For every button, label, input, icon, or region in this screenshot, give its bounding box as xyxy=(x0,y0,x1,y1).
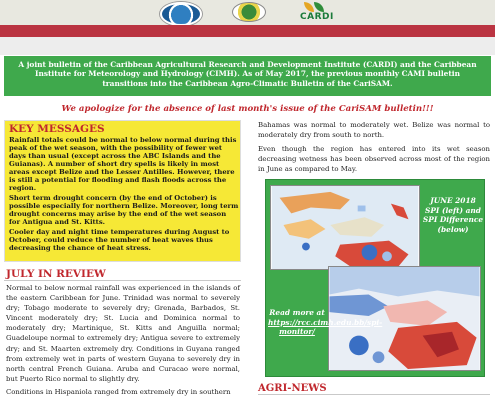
section-divider xyxy=(258,394,490,395)
key-message: Short term drought concern (by the end of October) is possible especially for northern Belize. Moreover, long term drought concerns may arise by the end of the wet season for Antigua and St. Kitts. xyxy=(9,193,239,226)
spi-caption: JUNE 2018 SPI (left) and SPI Difference (below) xyxy=(422,196,484,234)
key-messages-box xyxy=(4,120,241,262)
key-message: Cooler day and night time temperatures during August to October, could reduce the number of heat waves thus decreasing the chance of heat stress. xyxy=(9,227,230,252)
cardi-logo-icon xyxy=(300,2,334,24)
review-paragraph: Conditions in Hispaniola ranged from extremely dry in southern xyxy=(6,387,231,396)
spi-monitor-link[interactable]: https://rcc.cimh.edu.bb/spi-monitor/ xyxy=(268,317,383,336)
agri-news-title: AGRI-NEWS xyxy=(258,383,327,394)
read-more-caption xyxy=(268,308,383,337)
spi-map xyxy=(270,185,420,270)
header-spacer xyxy=(0,37,495,55)
cimh-logo-icon xyxy=(160,2,202,26)
key-messages-body xyxy=(9,136,239,253)
july-review-body xyxy=(6,283,240,400)
section-divider xyxy=(4,280,241,281)
body-paragraph: Even though the region has entered into its wet season decreasing wetness has been observed across most of the region in June as compared to May. xyxy=(258,145,490,174)
read-more-label: Read more at xyxy=(269,308,325,317)
july-review-title: JULY IN REVIEW xyxy=(6,268,106,280)
key-messages-title: KEY MESSAGES xyxy=(9,123,105,135)
apology-notice: We apologize for the absence of last month's issue of the CariSAM bulletin!!! xyxy=(61,104,434,114)
review-paragraph: Normal to below normal rainfall was experienced in the islands of the eastern Caribbean for June. Trinidad was normal to severely dry; Tobago moderate to severely dry; Grenada, Barbados, St. Vincent moderately dry; St. Lucia and Dominica normal to moderately dry; Martinique, St. Kitts and Anguilla normal; Guadeloupe normal to extremely dry; Antigua severe to extremely dry; and St. Maarten extremely dry. Conditions in Guyana ranged from extremely wet in parts of western Guyana to severely dry in north central French Guiana. Aruba and Curacao were normal, but Puerto Rico normal to slightly dry. xyxy=(6,284,240,383)
body-paragraph: Bahamas was normal to moderately wet. Belize was normal to moderately dry from south to north. xyxy=(258,121,490,140)
carisam-logo-icon xyxy=(232,2,266,22)
right-column-text xyxy=(258,120,490,178)
cardi-logo-text: CARDI xyxy=(300,12,334,22)
spi-figure xyxy=(265,179,485,377)
key-message: Rainfall totals could be normal to below normal during this peak of the wet season, with the possibility of fewer wet days than usual (except across the ABC Islands and the Guianas). A number of short dry spells is likely in most areas except Belize and the Lesser Antilles. However, there is still a potential for flooding and flash floods across the region. xyxy=(9,136,237,193)
intro-banner: A joint bulletin of the Caribbean Agricultural Research and Development Institute (CARDI) and the Caribbean Institute for Meteorology and Hydrology (CIMH). As of May 2017, the previous monthly CAMI bulletin transitions into the Caribbean Agro-Climatic Bulletin of the CariSAM. xyxy=(4,56,491,96)
issue-band xyxy=(0,25,495,37)
